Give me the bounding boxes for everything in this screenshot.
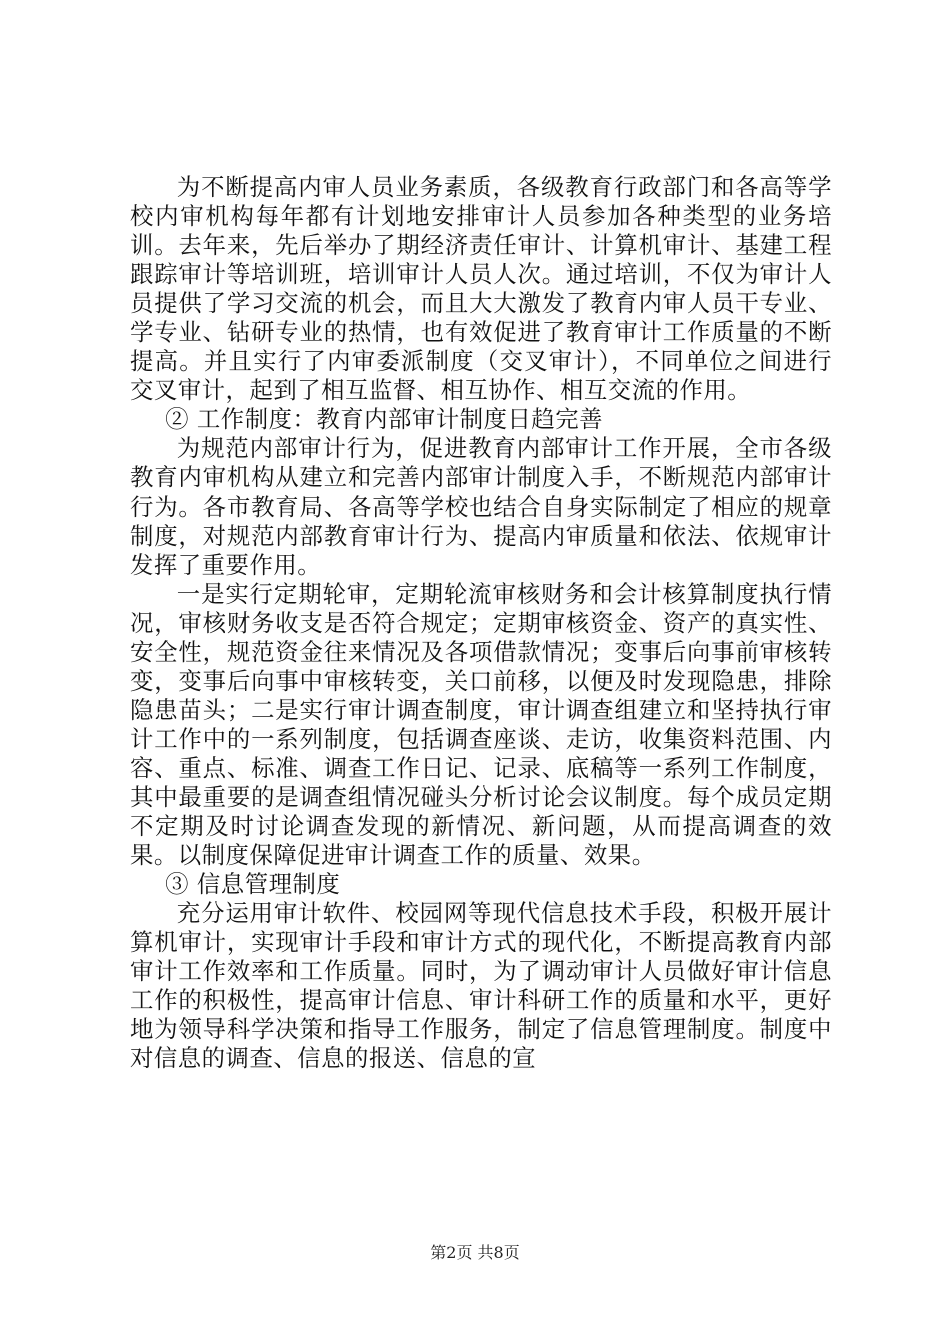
paragraph-regulation: 为规范内部审计行为，促进教育内部审计工作开展，全市各级教育内审机构从建立和完善内部审计制度入手，不断规范内部审计行为。各市教育局、各高等学校也结合自身实际制定了相应的规章制度，对规范内部教育审计行为、提高内审质量和依法、依规审计发挥了重要作用。 [130,434,832,579]
page-number-label: 第2页 共8页 [430,1243,520,1262]
document-body [130,173,832,1073]
page-footer [0,1243,950,1263]
heading-work-system: ② 工作制度：教育内部审计制度日趋完善 [165,405,604,434]
paragraph-training: 为不断提高内审人员业务素质，各级教育行政部门和各高等学校内审机构每年都有计划地安排审计人员参加各种类型的业务培训。去年来，先后举办了期经济责任审计、计算机审计、基建工程跟踪审计等培训班，培训审计人员人次。通过培训，不仅为审计人员提供了学习交流的机会，而且大大激发了教育内审人员干专业、学专业、钻研专业的热情，也有效促进了教育审计工作质量的不断提高。并且实行了内审委派制度（交叉审计），不同单位之间进行交叉审计，起到了相互监督、相互协作、相互交流的作用。 [130,173,832,405]
paragraph-information-technology: 充分运用审计软件、校园网等现代信息技术手段，积极开展计算机审计，实现审计手段和审计方式的现代化，不断提高教育内部审计工作效率和工作质量。同时，为了调动审计人员做好审计信息工作的积极性，提高审计信息、审计科研工作的质量和水平，更好地为领导科学决策和指导工作服务，制定了信息管理制度。制度中对信息的调查、信息的报送、信息的宣 [130,899,832,1073]
paragraph-periodic-audit: 一是实行定期轮审，定期轮流审核财务和会计核算制度执行情况，审核财务收支是否符合规定；定期审核资金、资产的真实性、安全性，规范资金往来情况及各项借款情况；变事后向事前审核转变，变事后向事中审核转变，关口前移，以便及时发现隐患，排除隐患苗头；二是实行审计调查制度，审计调查组建立和坚持执行审计工作中的一系列制度，包括调查座谈、走访，收集资料范围、内容、重点、标准、调查工作日记、记录、底稿等一系列工作制度，其中最重要的是调查组情况碰头分析讨论会议制度。每个成员定期不定期及时讨论调查发现的新情况、新问题，从而提高调查的效果。以制度保障促进审计调查工作的质量、效果。 [130,579,832,870]
heading-information-management: ③ 信息管理制度 [165,870,341,899]
